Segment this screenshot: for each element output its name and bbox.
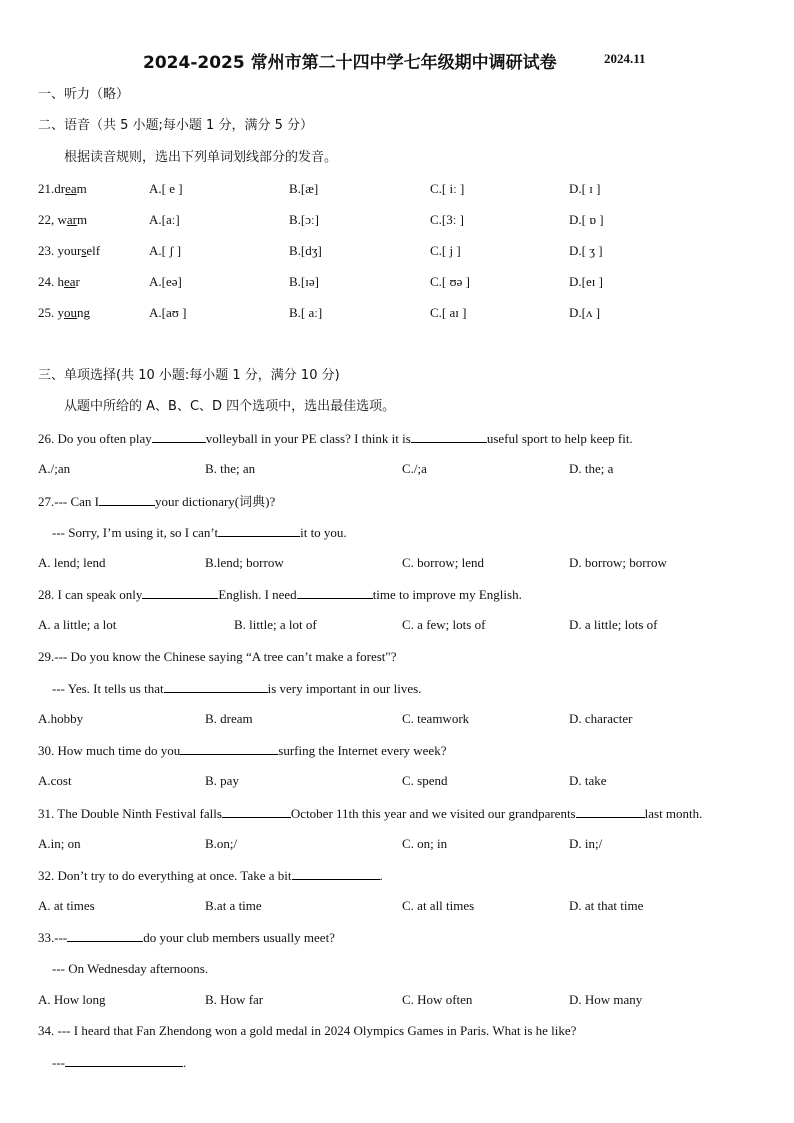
answer-blank xyxy=(292,866,380,880)
option-c: C. borrow; lend xyxy=(402,555,484,570)
option-d: D. take xyxy=(569,773,607,788)
exam-header xyxy=(0,48,794,72)
option-d: D. a little; lots of xyxy=(569,617,658,632)
section-phonetics-instruction: 根据读音规则，选出下列单词划线部分的发音。 xyxy=(64,150,338,165)
question-33-options xyxy=(38,991,758,1009)
option-c: C. at all times xyxy=(402,898,475,913)
exam-date: 2024.11 xyxy=(604,51,646,66)
option-d: D.[ʌ ] xyxy=(569,305,601,320)
question-33-line2: --- On Wednesday afternoons. xyxy=(52,961,209,976)
question-25 xyxy=(38,304,758,322)
question-word: 24. hear xyxy=(38,274,80,289)
option-b: B.[ aː] xyxy=(289,305,323,320)
option-a: A./;an xyxy=(38,461,71,476)
option-b: B.on;/ xyxy=(205,836,238,851)
option-a: A. a little; a lot xyxy=(38,617,117,632)
question-27: 27.--- Can I your dictionary(词典)? xyxy=(38,494,276,509)
option-c: C.[ ʊə ] xyxy=(430,274,470,289)
question-31-options xyxy=(38,835,758,853)
option-c: C.[ iː ] xyxy=(430,181,465,196)
answer-blank xyxy=(222,804,291,818)
question-29-options xyxy=(38,710,758,728)
answer-blank xyxy=(180,741,278,755)
option-b: B.at a time xyxy=(205,898,262,913)
option-d: D.[ ʒ ] xyxy=(569,243,603,258)
option-b: B.[dʒ] xyxy=(289,243,322,258)
option-b: B. the; an xyxy=(205,461,256,476)
option-b: B.[ɔː] xyxy=(289,212,319,227)
question-28: 28. I can speak only English. I need time to improve my English. xyxy=(38,587,522,602)
section-listening-title: 一、听力（略） xyxy=(38,87,130,102)
option-b: B.[æ] xyxy=(289,181,319,196)
question-word: 25. young xyxy=(38,305,90,320)
option-c: C.[ j ] xyxy=(430,243,461,258)
option-c: C. How often xyxy=(402,992,473,1007)
answer-blank xyxy=(576,804,645,818)
answer-blank xyxy=(142,585,218,599)
question-31: 31. The Double Ninth Festival falls October 11th this year and we visited our grandparents last month. xyxy=(38,806,703,821)
option-d: D.[eɪ ] xyxy=(569,274,603,289)
option-c: C. on; in xyxy=(402,836,448,851)
answer-blank xyxy=(152,429,206,443)
answer-blank xyxy=(99,492,155,506)
question-30-options xyxy=(38,772,758,790)
answer-blank xyxy=(218,523,300,537)
question-27-line2: --- Sorry, I’m using it, so I can’t it to you. xyxy=(52,525,347,540)
answer-blank xyxy=(164,679,268,693)
option-a: A. How long xyxy=(38,992,106,1007)
section-phonetics-title: 二、语音（共 5 小题;每小题 1 分，满分 5 分） xyxy=(38,118,313,133)
section-choice-title: 三、单项选择(共 10 小题:每小题 1 分，满分 10 分) xyxy=(38,368,340,383)
option-a: A. at times xyxy=(38,898,95,913)
question-word: 23. yourself xyxy=(38,243,101,258)
question-26: 26. Do you often play volleyball in your PE class? I think it is useful sport to help keep fit. xyxy=(38,431,633,446)
option-d: D.[ ɒ ] xyxy=(569,212,604,227)
answer-blank xyxy=(67,928,143,942)
option-b: B. How far xyxy=(205,992,264,1007)
option-c: C. spend xyxy=(402,773,448,788)
option-d: D. borrow; borrow xyxy=(569,555,667,570)
option-a: A.[ e ] xyxy=(149,181,183,196)
question-24 xyxy=(38,273,758,291)
option-d: D. character xyxy=(569,711,633,726)
option-a: A.cost xyxy=(38,773,72,788)
answer-blank xyxy=(297,585,373,599)
option-a: A.[eə] xyxy=(149,274,182,289)
question-21 xyxy=(38,180,758,198)
question-word: 22, warm xyxy=(38,212,88,227)
question-27-options xyxy=(38,554,758,572)
option-a: A.[aː] xyxy=(149,212,180,227)
option-c: C.[3ː ] xyxy=(430,212,464,227)
question-23 xyxy=(38,242,758,260)
option-c: C. teamwork xyxy=(402,711,470,726)
option-d: D. at that time xyxy=(569,898,644,913)
option-b: B. little; a lot of xyxy=(234,617,317,632)
question-26-options xyxy=(38,460,758,478)
option-b: B.[ɪə] xyxy=(289,274,319,289)
option-c: C.[ aɪ ] xyxy=(430,305,467,320)
option-a: A.[aʊ ] xyxy=(149,305,187,320)
answer-blank xyxy=(411,429,487,443)
option-d: D. How many xyxy=(569,992,643,1007)
question-34: 34. --- I heard that Fan Zhendong won a gold medal in 2024 Olympics Games in Paris. What is he like? xyxy=(38,1023,577,1038)
question-33: 33.--- do your club members usually meet? xyxy=(38,930,335,945)
exam-title: 2024-2025 常州市第二十四中学七年级期中调研试卷 xyxy=(143,53,557,73)
option-c: C./;a xyxy=(402,461,427,476)
option-d: D. in;/ xyxy=(569,836,603,851)
option-a: A. lend; lend xyxy=(38,555,106,570)
option-a: A.in; on xyxy=(38,836,81,851)
question-word: 21.dream xyxy=(38,181,87,196)
answer-blank xyxy=(65,1053,183,1067)
question-32-options xyxy=(38,897,758,915)
option-c: C. a few; lots of xyxy=(402,617,486,632)
option-d: D. the; a xyxy=(569,461,614,476)
section-choice-instruction: 从题中所给的 A、B、C、D 四个选项中，选出最佳选项。 xyxy=(64,399,396,414)
question-32: 32. Don’t try to do everything at once. Take a bit . xyxy=(38,868,383,883)
question-22 xyxy=(38,211,758,229)
option-b: B. pay xyxy=(205,773,239,788)
question-34-line2: --- . xyxy=(52,1055,187,1070)
option-a: A.hobby xyxy=(38,711,84,726)
question-30: 30. How much time do you surfing the Internet every week? xyxy=(38,743,447,758)
question-28-options xyxy=(38,616,758,634)
option-b: B.lend; borrow xyxy=(205,555,284,570)
question-29-line2: --- Yes. It tells us that is very important in our lives. xyxy=(52,681,422,696)
option-b: B. dream xyxy=(205,711,253,726)
question-29: 29.--- Do you know the Chinese saying “A tree can’t make a forest"? xyxy=(38,649,397,664)
option-a: A.[ ʃ ] xyxy=(149,243,182,258)
option-d: D.[ ɪ ] xyxy=(569,181,601,196)
